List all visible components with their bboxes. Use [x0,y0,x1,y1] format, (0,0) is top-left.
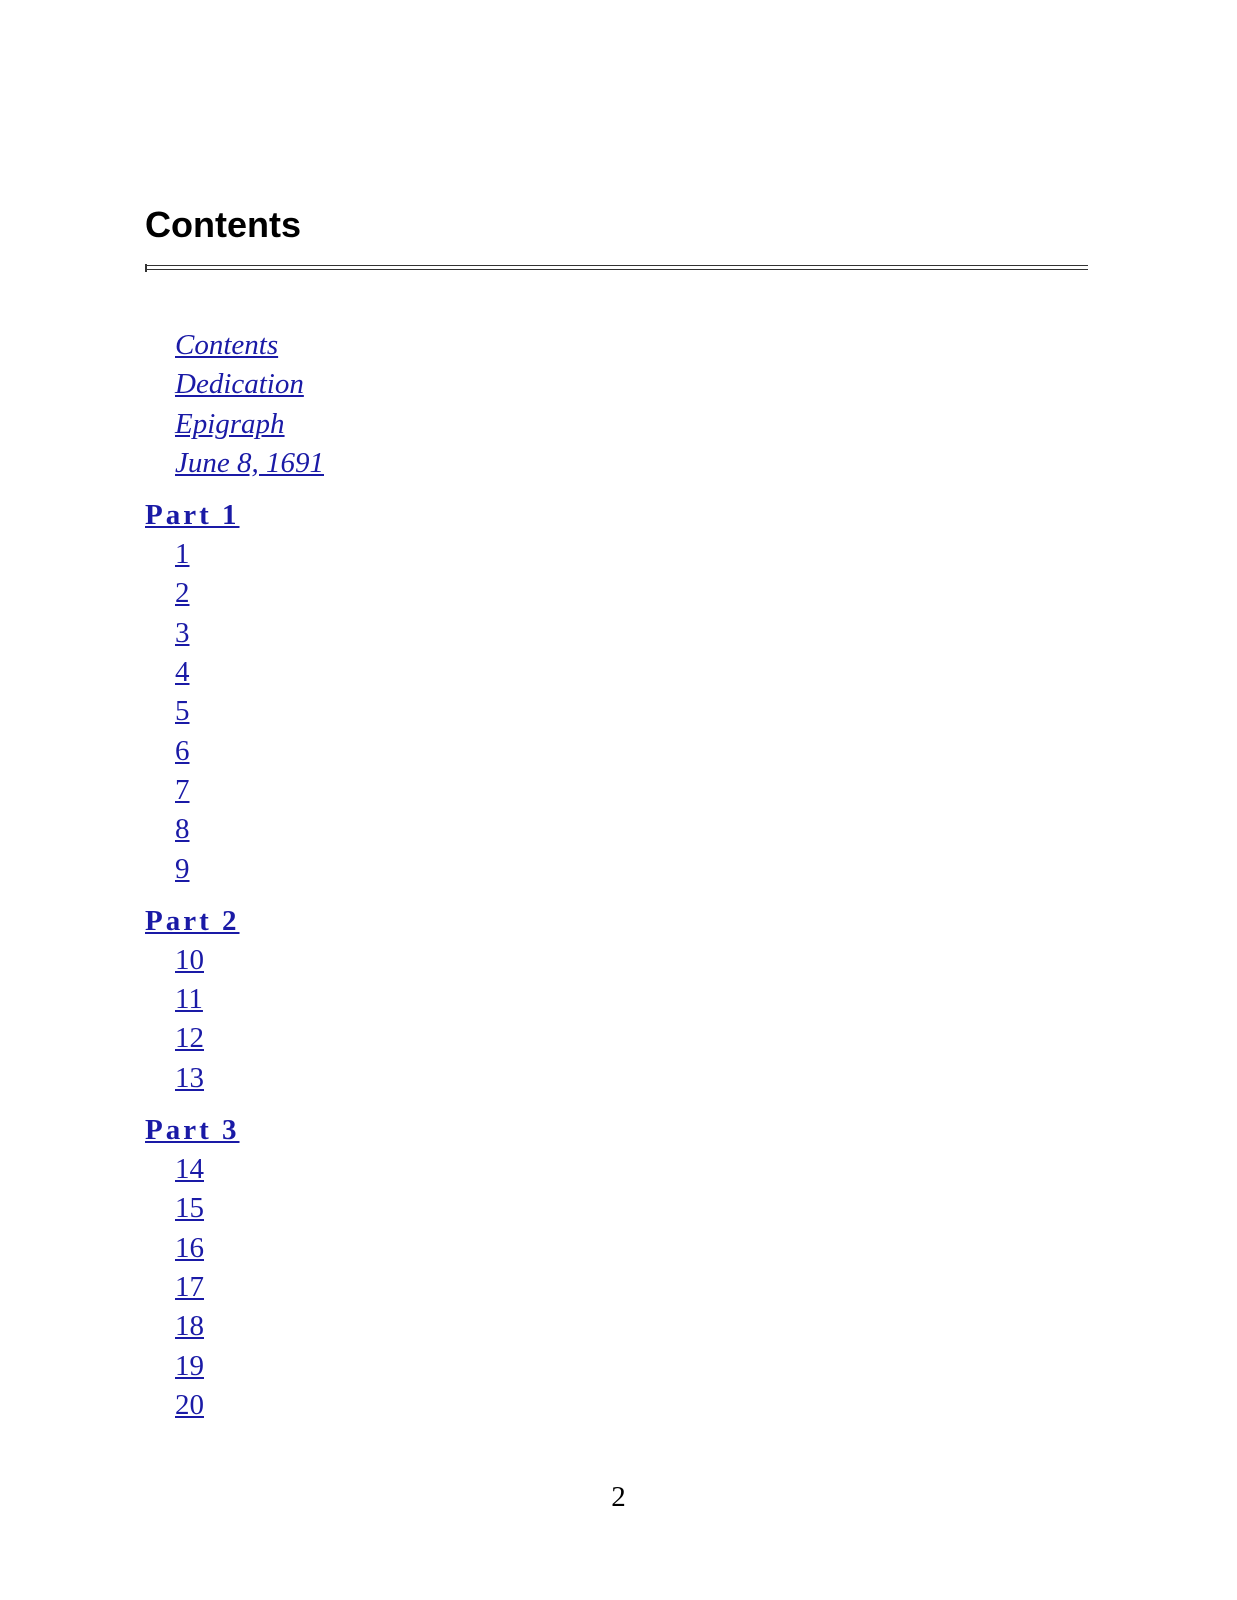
table-of-contents [145,326,1045,1425]
toc-link-chapter-4[interactable]: 4 [175,656,190,689]
toc-link-chapter-9[interactable]: 9 [175,852,190,885]
toc-link-chapter-10[interactable]: 10 [175,943,204,976]
toc-link-chapter-20[interactable]: 20 [175,1388,204,1421]
toc-link-chapter-8[interactable]: 8 [175,813,190,846]
toc-link-chapter-12[interactable]: 12 [175,1022,204,1055]
part-3-section [145,1110,1045,1425]
toc-link-chapter-6[interactable]: 6 [175,734,190,767]
toc-link-chapter-15[interactable]: 15 [175,1192,204,1225]
toc-link-contents[interactable]: Contents [175,329,279,361]
toc-link-june-8-1691[interactable]: June 8, 1691 [175,446,324,479]
toc-link-chapter-14[interactable]: 14 [175,1153,204,1186]
part-2-section [145,901,1045,1098]
part-1-section [145,495,1045,889]
toc-link-chapter-18[interactable]: 18 [175,1310,204,1343]
title-divider [145,265,1088,270]
toc-link-chapter-16[interactable]: 16 [175,1231,204,1264]
toc-link-chapter-17[interactable]: 17 [175,1270,204,1303]
toc-link-chapter-13[interactable]: 13 [175,1061,204,1094]
toc-link-epigraph[interactable]: Epigraph [175,407,285,440]
toc-link-chapter-1[interactable]: 1 [175,538,190,571]
toc-link-chapter-2[interactable]: 2 [175,577,190,610]
page-number: 2 [611,1481,626,1513]
toc-link-dedication[interactable]: Dedication [175,368,304,401]
toc-link-chapter-19[interactable]: 19 [175,1349,204,1382]
toc-link-chapter-3[interactable]: 3 [175,616,190,649]
toc-link-part-1[interactable]: Part 1 [145,499,240,532]
toc-link-chapter-11[interactable]: 11 [175,983,203,1016]
front-matter-list [145,326,1045,483]
toc-link-chapter-7[interactable]: 7 [175,773,190,806]
page-title: Contents [145,204,301,245]
toc-link-chapter-5[interactable]: 5 [175,695,190,728]
toc-link-part-2[interactable]: Part 2 [145,904,240,937]
toc-link-part-3[interactable]: Part 3 [145,1114,240,1147]
